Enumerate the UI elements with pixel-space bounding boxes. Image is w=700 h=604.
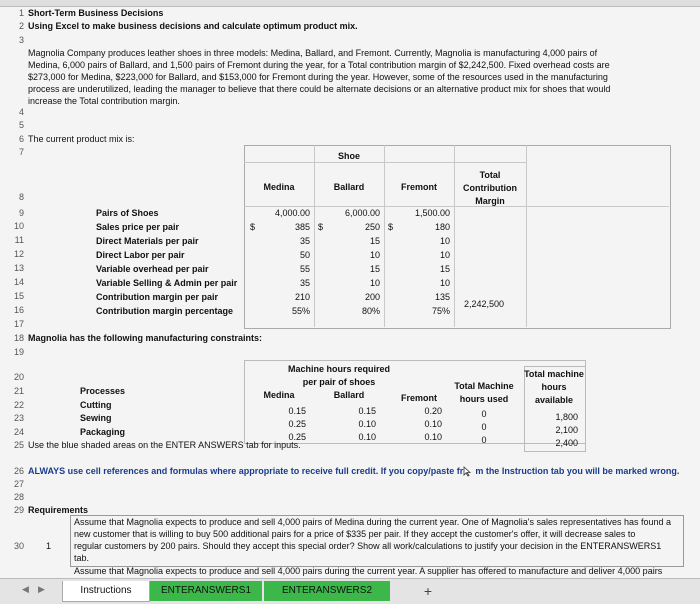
cell-medina[interactable]: 50	[299, 250, 310, 260]
current-mix-label: The current product mix is:	[28, 134, 135, 144]
row-label: Variable Selling & Admin per pair	[96, 278, 238, 288]
row-number: 26	[13, 466, 24, 476]
cell-fremont-hours[interactable]: 0.20	[424, 406, 442, 416]
total-machine-hours-used-header: hours used	[459, 394, 509, 404]
cell-fremont[interactable]: 180	[434, 222, 450, 232]
cell-fremont[interactable]: 10	[439, 236, 450, 246]
cell-ballard[interactable]: 250	[364, 222, 380, 232]
cell-fremont-hours[interactable]: 0.10	[424, 432, 442, 442]
always-note-text: m the Instruction tab you will be marked wrong.	[475, 466, 680, 476]
cell-medina[interactable]: 385	[294, 222, 310, 232]
currency-sign: $	[318, 222, 324, 232]
col-header-ballard: Ballard	[333, 390, 365, 400]
row-label: Direct Materials per pair	[96, 236, 199, 246]
requirement-line: Assume that Magnolia expects to produce and sell 4,000 pairs of Medina during the current year. One of Magnolia's sales representatives has found a	[74, 517, 672, 527]
tab-enteranswers2[interactable]: ENTERANSWERS2	[264, 581, 390, 601]
row-number: 7	[18, 147, 24, 157]
cell-hours-used[interactable]: 0	[481, 409, 487, 419]
col-header-total: Contribution	[463, 183, 517, 193]
row-label: Contribution margin percentage	[96, 306, 234, 316]
row-number: 1	[18, 8, 24, 18]
cell-medina[interactable]: 4,000.00	[274, 208, 310, 218]
row-label: Contribution margin per pair	[96, 292, 219, 302]
requirement-line: new customer that is willing to buy 500 additional pairs for a price of $335 per pair. If they accept the customer's offer, it will decrease sales to	[74, 529, 636, 539]
cell-ballard[interactable]: 200	[364, 292, 380, 302]
row-number: 3	[18, 35, 24, 45]
machine-hours-header: per pair of shoes	[302, 377, 376, 387]
cell-fremont[interactable]: 10	[439, 250, 450, 260]
cell-fremont[interactable]: 75%	[431, 306, 450, 316]
row-number: 20	[13, 372, 24, 382]
requirement-line: Assume that Magnolia expects to produce and sell 4,000 pairs during the current year. A supplier has offered to manufacture and deliver 4,000 pairs	[74, 566, 663, 576]
requirements-label: Requirements	[28, 505, 89, 515]
machine-hours-header: Machine hours required	[287, 364, 391, 374]
scroll-right-icon[interactable]: ▶	[38, 584, 45, 594]
currency-sign: $	[388, 222, 394, 232]
sheet-subtitle: Using Excel to make business decisions and calculate optimum product mix.	[28, 21, 358, 31]
col-header-medina: Medina	[263, 182, 295, 192]
currency-sign: $	[250, 222, 256, 232]
column-header-strip	[0, 0, 700, 7]
row-number: 27	[13, 479, 24, 489]
cell-ballard[interactable]: 10	[369, 250, 380, 260]
col-header-medina: Medina	[263, 390, 295, 400]
row-number: 14	[13, 277, 24, 287]
intro-line: process are underutilized, leading the manager to believe that there could be alternate decisions or an alternative product mix for shoes that would	[28, 84, 611, 94]
cell-ballard-hours[interactable]: 0.15	[358, 406, 376, 416]
cell-hours-available[interactable]: 1,800	[555, 412, 578, 422]
cell-ballard[interactable]: 80%	[361, 306, 380, 316]
cell-fremont[interactable]: 15	[439, 264, 450, 274]
row-number: 28	[13, 492, 24, 502]
process-label: Cutting	[80, 400, 112, 410]
intro-line: Magnolia Company produces leather shoes in three models: Medina, Ballard, and Fremont. Currently, Magnolia is manufacturing 4,000 pairs of	[28, 48, 598, 58]
requirement-line: tab.	[74, 553, 90, 563]
row-label: Variable overhead per pair	[96, 264, 209, 274]
row-number: 24	[13, 427, 24, 437]
intro-line: Medina, 6,000 pairs of Ballard, and 1,500 pairs of Fremont during the year, for a Total contribution margin of $2,242,500. Fixed overhead costs are	[28, 60, 610, 70]
cell-medina-hours[interactable]: 0.25	[288, 419, 306, 429]
scroll-left-icon[interactable]: ◀	[22, 584, 29, 594]
add-sheet-button[interactable]: +	[423, 583, 433, 599]
cell-medina-hours[interactable]: 0.25	[288, 432, 306, 442]
row-label: Sales price per pair	[96, 222, 180, 232]
row-number: 10	[13, 221, 24, 231]
cell-ballard-hours[interactable]: 0.10	[358, 432, 376, 442]
cell-hours-available[interactable]: 2,400	[555, 438, 578, 448]
row-number: 19	[13, 347, 24, 357]
intro-line: $273,000 for Medina, $223,000 for Ballard, and $153,000 for Fremont during the year. However, some of the resources used in the manufacturing	[28, 72, 608, 82]
cell-ballard[interactable]: 15	[369, 264, 380, 274]
row-number: 15	[13, 291, 24, 301]
row-number: 18	[13, 333, 24, 343]
cell-medina[interactable]: 35	[299, 236, 310, 246]
cell-medina[interactable]: 35	[299, 278, 310, 288]
cell-ballard[interactable]: 6,000.00	[344, 208, 380, 218]
cell-fremont-hours[interactable]: 0.10	[424, 419, 442, 429]
total-machine-hours-used-header: Total Machine	[454, 381, 514, 391]
row-number: 11	[14, 235, 24, 245]
process-label: Packaging	[80, 427, 126, 437]
cell-medina[interactable]: 55	[299, 264, 310, 274]
cell-hours-available[interactable]: 2,100	[555, 425, 578, 435]
row-number: 22	[13, 400, 24, 410]
tab-instructions[interactable]: Instructions	[62, 581, 150, 602]
total-contribution-margin[interactable]: 2,242,500	[464, 299, 505, 309]
requirement-line: regular customers by 200 pairs. Should they accept this special order? Show all work/calculations to justify your decision in the ENTERANSWERS1	[74, 541, 662, 551]
cell-ballard[interactable]: 10	[369, 278, 380, 288]
total-machine-hours-available-header: Total machine	[524, 369, 584, 379]
col-header-fremont: Fremont	[401, 393, 437, 403]
col-header-ballard: Ballard	[333, 182, 365, 192]
blue-shaded-note: Use the blue shaded areas on the ENTER ANSWERS tab for inputs.	[28, 440, 301, 450]
mouse-cursor-icon	[463, 466, 475, 477]
intro-line: increase the Total contribution margin.	[28, 96, 180, 106]
cell-ballard[interactable]: 15	[369, 236, 380, 246]
process-label: Sewing	[80, 413, 112, 423]
cell-hours-used[interactable]: 0	[481, 422, 487, 432]
total-machine-hours-available-header: available	[534, 395, 574, 405]
sheet-title: Short-Term Business Decisions	[28, 8, 164, 18]
row-label: Pairs of Shoes	[96, 208, 159, 218]
always-note-text: ALWAYS use cell references and formulas where appropriate to receive full credit. If you copy/paste fr	[28, 466, 464, 476]
constraints-label: Magnolia has the following manufacturing constraints:	[28, 333, 263, 343]
col-header-total: Total	[479, 170, 501, 180]
cell-ballard-hours[interactable]: 0.10	[358, 419, 376, 429]
cell-medina-hours[interactable]: 0.15	[288, 406, 306, 416]
row-number: 8	[18, 192, 24, 202]
row-number: 5	[18, 120, 24, 130]
cell-fremont[interactable]: 1,500.00	[414, 208, 450, 218]
row-number: 30	[13, 541, 24, 551]
cell-fremont[interactable]: 135	[434, 292, 450, 302]
processes-label: Processes	[80, 386, 126, 396]
row-number: 4	[18, 107, 24, 117]
row-number: 9	[18, 208, 24, 218]
cell-medina[interactable]: 210	[294, 292, 310, 302]
row-number: 23	[13, 413, 24, 423]
row-number: 21	[13, 386, 24, 396]
cell-fremont[interactable]: 10	[439, 278, 450, 288]
row-number: 25	[13, 440, 24, 450]
col-header-total: Margin	[475, 196, 505, 206]
row-number: 17	[13, 319, 24, 329]
row-number: 29	[13, 505, 24, 515]
row-number: 6	[18, 134, 24, 144]
row-number: 12	[13, 249, 24, 259]
tab-enteranswers1[interactable]: ENTERANSWERS1	[150, 581, 262, 601]
row-label: Direct Labor per pair	[96, 250, 185, 260]
cell-medina[interactable]: 55%	[291, 306, 310, 316]
total-machine-hours-available-header: hours	[541, 382, 567, 392]
requirement-number: 1	[46, 541, 52, 551]
always-note	[28, 466, 679, 477]
col-header-fremont: Fremont	[401, 182, 437, 192]
row-number: 13	[13, 263, 24, 273]
row-number: 2	[18, 21, 24, 31]
row-number: 16	[13, 305, 24, 315]
cell-hours-used[interactable]: 0	[481, 435, 487, 445]
shoe-header: Shoe	[337, 151, 360, 161]
